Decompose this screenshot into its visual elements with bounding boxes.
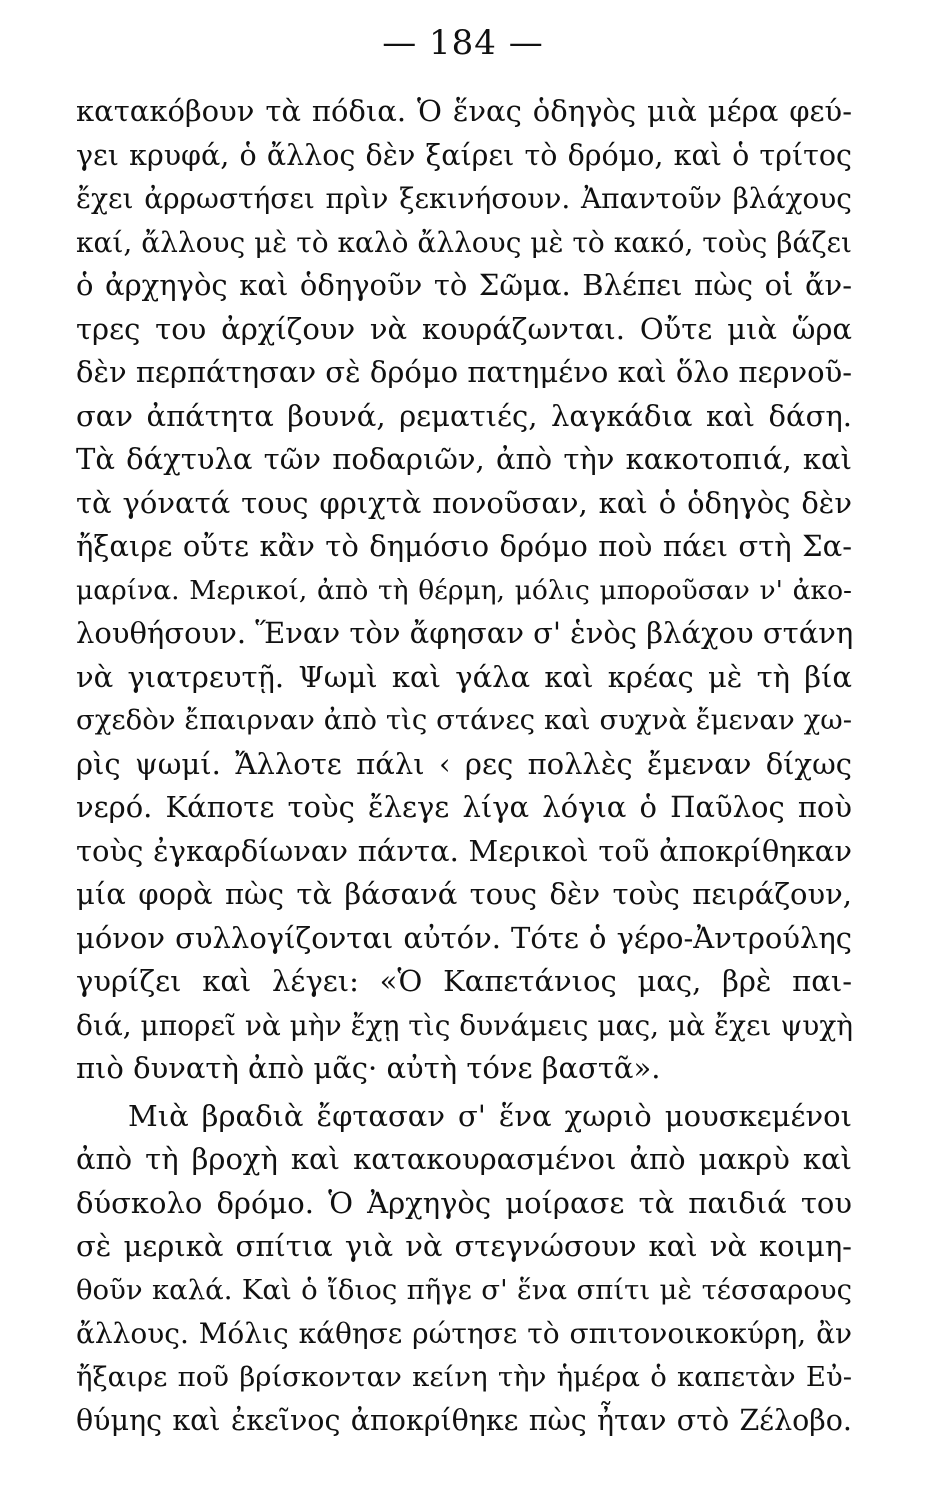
- page-number: — 184 —: [382, 23, 544, 63]
- text-line: ἤξαιρε οὔτε κἂν τὸ δημόσιο δρόμο ποὺ πάει στὴ Σα-: [76, 529, 852, 563]
- text-line: ἔχει ἀρρωστήσει πρὶν ξεκινήσουν. Ἀπαντοῦν βλάχους: [76, 182, 852, 215]
- text-line: γυρίζει καὶ λέγει: «Ὁ Καπετάνιος μας, βρὲ παι-: [76, 964, 852, 998]
- text-line: καί, ἄλλους μὲ τὸ καλὸ ἄλλους μὲ τὸ κακό, τοὺς βάζει: [76, 225, 852, 259]
- text-line: δύσκολο δρόμο. Ὁ Ἀρχηγὸς μοίρασε τὰ παιδιά του: [76, 1185, 852, 1220]
- text-line: σχεδὸν ἔπαιρναν ἀπὸ τὶς στάνες καὶ συχνὰ ἔμεναν χω-: [76, 704, 852, 736]
- text-line: μόνον συλλογίζονται αὐτόν. Τότε ὁ γέρο-Ἀντρούλης: [76, 920, 852, 955]
- text-line: λουθήσουν. Ἕναν τὸν ἄφησαν σ' ἑνὸς βλάχου στάνη: [76, 616, 854, 650]
- text-line: ἤξαιρε ποῦ βρίσκονταν κείνη τὴν ἡμέρα ὁ καπετὰν Εὐ-: [76, 1360, 852, 1393]
- paragraph: [76, 1095, 852, 1443]
- text-line: μία φορὰ πὼς τὰ βάσανά τους δὲν τοὺς πειράζουν,: [76, 877, 852, 911]
- body-text: [76, 90, 852, 1443]
- text-line: σαν ἀπάτητα βουνά, ρεματιές, λαγκάδια καὶ δάση.: [76, 398, 852, 433]
- text-line: θοῦν καλά. Καὶ ὁ ἴδιος πῆγε σ' ἕνα σπίτι μὲ τέσσαρους: [76, 1273, 852, 1306]
- text-line: τοὺς ἐγκαρδίωναν πάντα. Μερικοὶ τοῦ ἀποκρίθηκαν: [76, 833, 852, 868]
- text-line: διά, μπορεῖ νὰ μὴν ἔχῃ τὶς δυνάμεις μας, μὰ ἔχει ψυχὴ: [76, 1008, 854, 1042]
- paragraph: [76, 90, 852, 1091]
- text-line: κατακόβουν τὰ πόδια. Ὁ ἕνας ὁδηγὸς μιὰ μέρα φεύ-: [76, 94, 852, 128]
- text-line: μαρίνα. Μερικοί, ἀπὸ τὴ θέρμη, μόλις μποροῦσαν ν' ἀκο-: [76, 574, 852, 606]
- text-line: νὰ γιατρευτῇ. Ψωμὶ καὶ γάλα καὶ κρέας μὲ τὴ βία: [76, 659, 852, 694]
- text-line: ἄλλους. Μόλις κάθησε ρώτησε τὸ σπιτονοικοκύρη, ἂν: [76, 1317, 852, 1350]
- text-line: γει κρυφά, ὁ ἄλλος δὲν ξαίρει τὸ δρόμο, καὶ ὁ τρίτος: [76, 138, 852, 172]
- text-line: θύμης καὶ ἐκεῖνος ἀποκρίθηκε πὼς ἦταν στὸ Ζέλοβο.: [76, 1404, 852, 1437]
- text-line: Τὰ δάχτυλα τῶν ποδαριῶν, ἀπὸ τὴν κακοτοπιά, καὶ: [76, 442, 852, 476]
- text-line: σὲ μερικὰ σπίτια γιὰ νὰ στεγνώσουν καὶ νὰ κοιμη-: [76, 1229, 852, 1263]
- text-line: Μιὰ βραδιὰ ἔφτασαν σ' ἕνα χωριὸ μουσκεμένοι: [128, 1098, 852, 1133]
- text-line: πιὸ δυνατὴ ἀπὸ μᾶς· αὐτὴ τόνε βαστᾶ».: [76, 1051, 661, 1085]
- text-line: ὁ ἀρχηγὸς καὶ ὁδηγοῦν τὸ Σῶμα. Βλέπει πὼς οἱ ἄν-: [76, 268, 852, 302]
- text-line: δὲν περπάτησαν σὲ δρόμο πατημένο καὶ ὅλο περνοῦ-: [76, 355, 853, 389]
- text-line: τρες του ἀρχίζουν νὰ κουράζωνται. Οὔτε μιὰ ὥρα: [76, 311, 852, 346]
- text-line: ἀπὸ τὴ βροχὴ καὶ κατακουρασμένοι ἀπὸ μακρὺ καὶ: [76, 1142, 852, 1176]
- text-line: νερό. Κάποτε τοὺς ἔλεγε λίγα λόγια ὁ Παῦλος ποὺ: [76, 790, 852, 824]
- text-line: ρὶς ψωμί. Ἄλλοτε πάλι ‹ ρες πολλὲς ἔμεναν δίχως: [76, 746, 852, 781]
- text-line: τὰ γόνατά τους φριχτὰ πονοῦσαν, καὶ ὁ ὁδηγὸς δὲν: [76, 485, 852, 520]
